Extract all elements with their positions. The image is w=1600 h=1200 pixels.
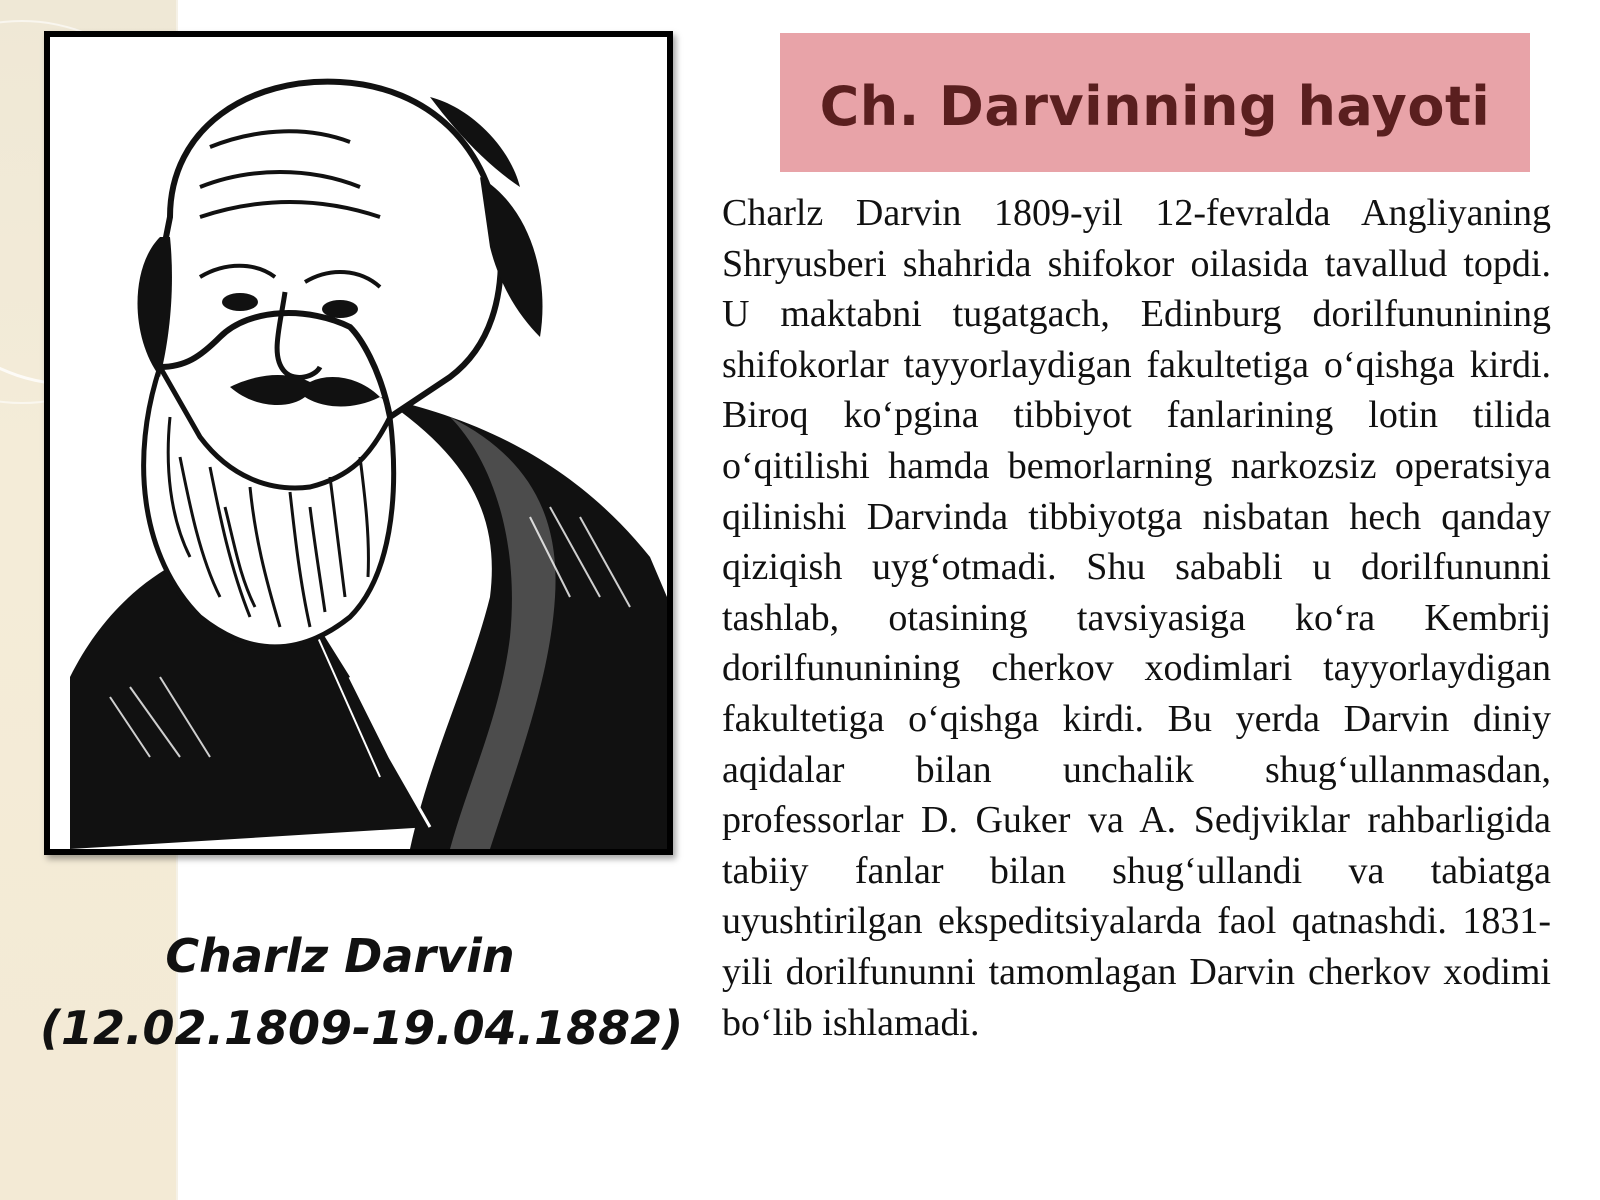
caption-name: Charlz Darvin [165, 929, 515, 983]
title-banner [780, 33, 1530, 172]
slide-title: Ch. Darvinning hayoti [819, 75, 1491, 138]
caption-dates: (12.02.1809-19.04.1882) [40, 1001, 684, 1055]
portrait-image [44, 31, 673, 855]
biography-text: Charlz Darvin 1809-yil 12-fevralda Angliyaning Shryusberi shahrida shifokor oilasida tavallud topdi. U maktabni tugatgach, Edinburg dorilfununining shifokorlar tayyorlaydigan fakultetiga o‘qishga kirdi. Biroq ko‘pgina tibbiyot fanlarining lotin tilida o‘qitilishi hamda bemorlarning narkozsiz operatsiya qilinishi Darvinda tibbiyotga nisbatan hech qanday qiziqish uyg‘otmadi. Shu sababli u dorilfununni tashlab, otasining tavsiyasiga ko‘ra Kembrij dorilfununining cherkov xodimlari tayyorlaydigan fakultetiga o‘qishga kirdi. Bu yerda Darvin diniy aqidalar bilan unchalik shug‘ullanmasdan, professorlar D. Guker va A. Sedjviklar rahbarligida tabiiy fanlar bilan shug‘ullandi va tabiatga uyushtirilgan ekspeditsiyalarda faol qatnashdi. 1831-yili dorilfununni tamomlagan Darvin cherkov xodimi bo‘lib ishlamadi. [722, 192, 1551, 1044]
portrait-caption [40, 920, 684, 1064]
darwin-portrait-drawing [50, 37, 667, 849]
